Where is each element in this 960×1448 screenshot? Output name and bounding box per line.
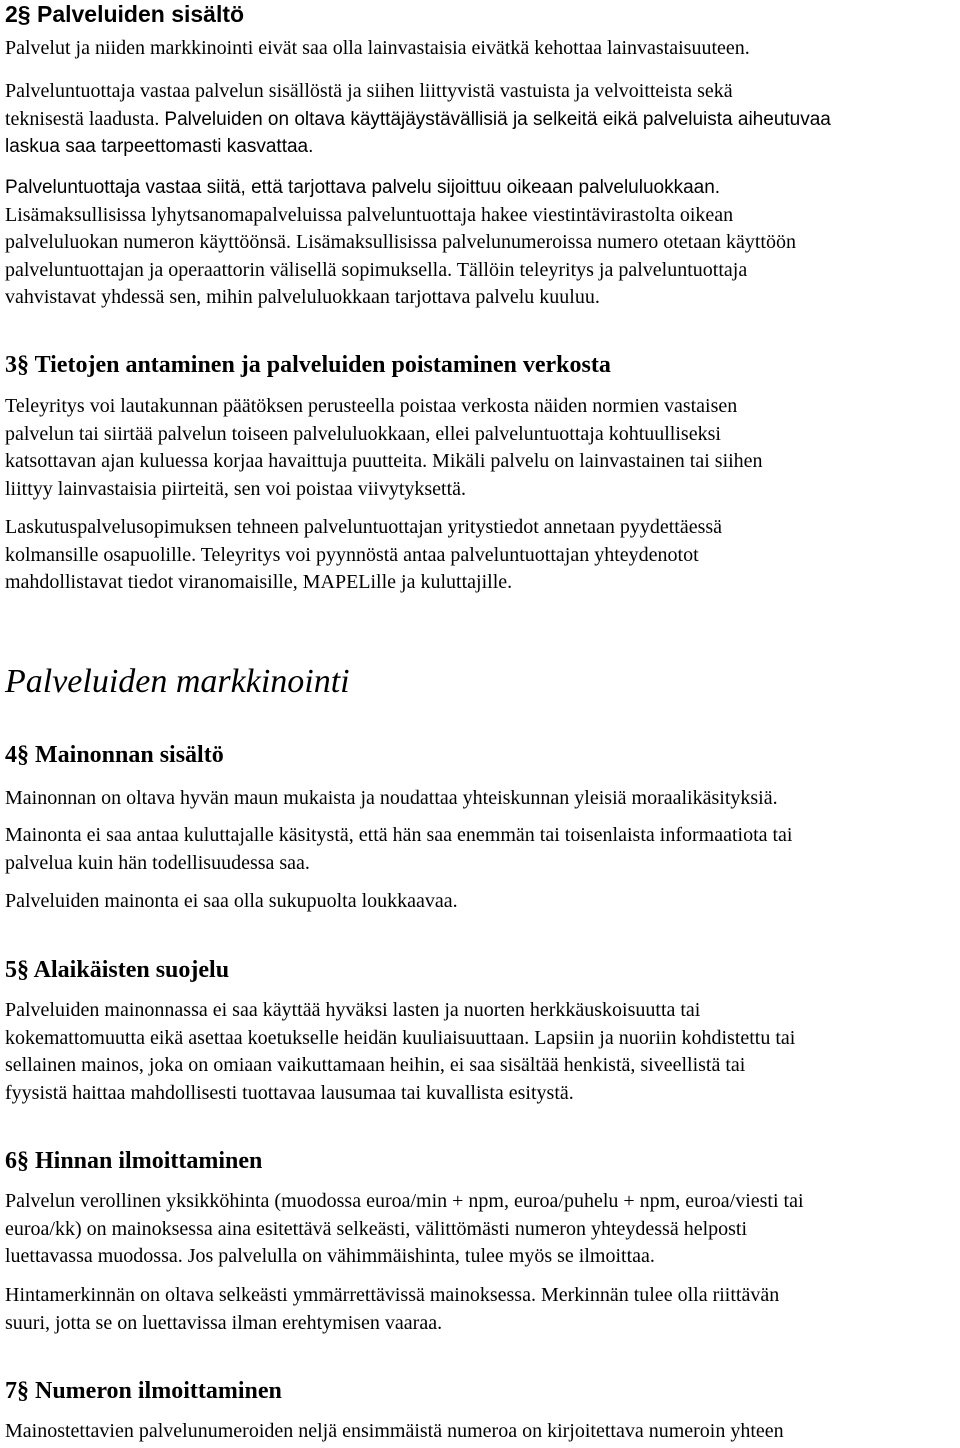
text-line: palvelua kuin hän todellisuudessa saa. bbox=[5, 851, 310, 874]
text-line: Palvelut ja niiden markkinointi eivät saa olla lainvastaisia eivätkä kehottaa lainvastaisuuteen. bbox=[5, 37, 750, 59]
section-3-paragraph-2 bbox=[5, 514, 722, 597]
section-3-paragraph-1 bbox=[5, 393, 763, 503]
text-line: Mainostettavien palvelunumeroiden neljä ensimmäistä numeroa on kirjoitettava numeroin yhteen bbox=[5, 1420, 784, 1442]
section-5-heading: 5§ Alaikäisten suojelu bbox=[5, 957, 230, 983]
text-line: euroa/kk) on mainoksessa aina esitettävä selkeästi, välittömästi numeron yhteydessä helposti bbox=[5, 1217, 748, 1240]
text-line: Mainonnan on oltava hyvän maun mukaista ja noudattaa yhteiskunnan yleisiä moraalikäsityksiä. bbox=[5, 787, 778, 809]
text-line: Palveluntuottaja vastaa palvelun sisällöstä ja siihen liittyvistä vastuista ja velvoitteista sekä bbox=[5, 80, 733, 102]
section-6-paragraph-2 bbox=[5, 1282, 779, 1337]
section-6-paragraph-1 bbox=[5, 1188, 804, 1271]
text-line: fyysistä haittaa mahdollisesti tuottavaa lausumaa tai kuvallista esitystä. bbox=[5, 1081, 574, 1104]
text-run: Lisämaksullisissa palvelunumeroissa numero otetaan käyttöön bbox=[296, 231, 796, 253]
section-7-paragraph-1 bbox=[5, 1418, 784, 1446]
text-line bbox=[5, 106, 831, 134]
part-title: Palveluiden markkinointi bbox=[5, 663, 350, 700]
text-line: palvelun tai siirtää palvelun toiseen palveluluokkaan, ellei palveluntuottaja kohtuulliseksi bbox=[5, 422, 721, 445]
section-4-heading: 4§ Mainonnan sisältö bbox=[5, 742, 224, 768]
text-line: vahvistavat yhdessä sen, mihin palveluluokkaan tarjottava palvelu kuuluu. bbox=[5, 286, 600, 308]
section-7-heading: 7§ Numeron ilmoittaminen bbox=[5, 1378, 282, 1404]
text-line: Palvelun verollinen yksikköhinta (muodossa euroa/min + npm, euroa/puhelu + npm, euroa/viesti tai bbox=[5, 1190, 804, 1212]
text-line: Hintamerkinnän on oltava selkeästi ymmärrettävissä mainoksessa. Merkinnän tulee olla riittävän bbox=[5, 1284, 780, 1306]
text-run-sans: Palveluiden on oltava käyttäjäystävällisiä ja selkeitä eikä palveluista aiheutuvaa bbox=[164, 108, 831, 130]
text-run: teknisestä laadusta. bbox=[5, 107, 160, 130]
section-6-heading: 6§ Hinnan ilmoittaminen bbox=[5, 1148, 263, 1174]
text-line: Palveluiden mainonnassa ei saa käyttää hyväksi lasten ja nuorten herkkäuskoisuutta tai bbox=[5, 999, 701, 1021]
section-2-paragraph-2 bbox=[5, 78, 831, 161]
section-4-paragraph-1 bbox=[5, 785, 778, 813]
text-run: palveluntuottajan ja operaattorin välisellä sopimuksella. bbox=[5, 258, 453, 281]
text-line: Teleyritys voi lautakunnan päätöksen perusteella poistaa verkosta näiden normien vastaisen bbox=[5, 395, 738, 417]
text-line: kolmansille osapuolille. Teleyritys voi pyynnöstä antaa palveluntuottajan yhteydenotot bbox=[5, 543, 699, 566]
text-line: kokemattomuutta eikä asettaa koetukselle heidän kuuliaisuuttaan. Lapsiin ja nuoriin kohdistettu tai bbox=[5, 1026, 796, 1049]
section-2-paragraph-3 bbox=[5, 174, 796, 312]
section-5-paragraph-1 bbox=[5, 997, 795, 1107]
text-line bbox=[5, 229, 796, 257]
section-4-paragraph-3 bbox=[5, 888, 458, 916]
text-line: Laskutuspalvelusopimuksen tehneen palveluntuottajan yritystiedot annetaan pyydettäessä bbox=[5, 516, 723, 538]
text-line: Palveluiden mainonta ei saa olla sukupuolta loukkaavaa. bbox=[5, 890, 458, 912]
text-line: sellainen mainos, joka on omiaan vaikuttamaan heihin, ei saa sisältää henkistä, siveellistä tai bbox=[5, 1054, 746, 1076]
text-line: Palveluntuottaja vastaa siitä, että tarjottava palvelu sijoittuu oikeaan palveluluokkaan. bbox=[5, 177, 721, 198]
text-run: Tällöin teleyritys ja palveluntuottaja bbox=[456, 258, 748, 281]
section-2-paragraph-1 bbox=[5, 35, 750, 63]
text-line bbox=[5, 257, 796, 285]
section-2-heading: 2§ Palveluiden sisältö bbox=[5, 1, 245, 27]
text-line: liittyy lainvastaisia piirteitä, sen voi poistaa viivytyksettä. bbox=[5, 477, 467, 500]
text-line: luettavassa muodossa. Jos palvelulla on vähimmäishinta, tulee myös se ilmoittaa. bbox=[5, 1245, 655, 1267]
text-line: laskua saa tarpeettomasti kasvattaa. bbox=[5, 136, 314, 157]
text-line: mahdollistavat tiedot viranomaisille, MAPELille ja kuluttajille. bbox=[5, 571, 513, 593]
section-4-paragraph-2 bbox=[5, 822, 793, 877]
text-line: Lisämaksullisissa lyhytsanomapalveluissa palveluntuottaja hakee viestintävirastolta oikean bbox=[5, 203, 734, 226]
text-line: katsottavan ajan kuluessa korjaa havaittuja puutteita. Mikäli palvelu on lainvastainen tai siihen bbox=[5, 450, 763, 472]
text-line: Mainonta ei saa antaa kuluttajalle käsitystä, että hän saa enemmän tai toisenlaista informaatiota tai bbox=[5, 824, 793, 846]
section-3-heading: 3§ Tietojen antaminen ja palveluiden poistaminen verkosta bbox=[5, 352, 611, 378]
text-line: suuri, jotta se on luettavissa ilman erehtymisen vaaraa. bbox=[5, 1311, 443, 1334]
text-run: palveluluokan numeron käyttöönsä. bbox=[5, 231, 292, 253]
